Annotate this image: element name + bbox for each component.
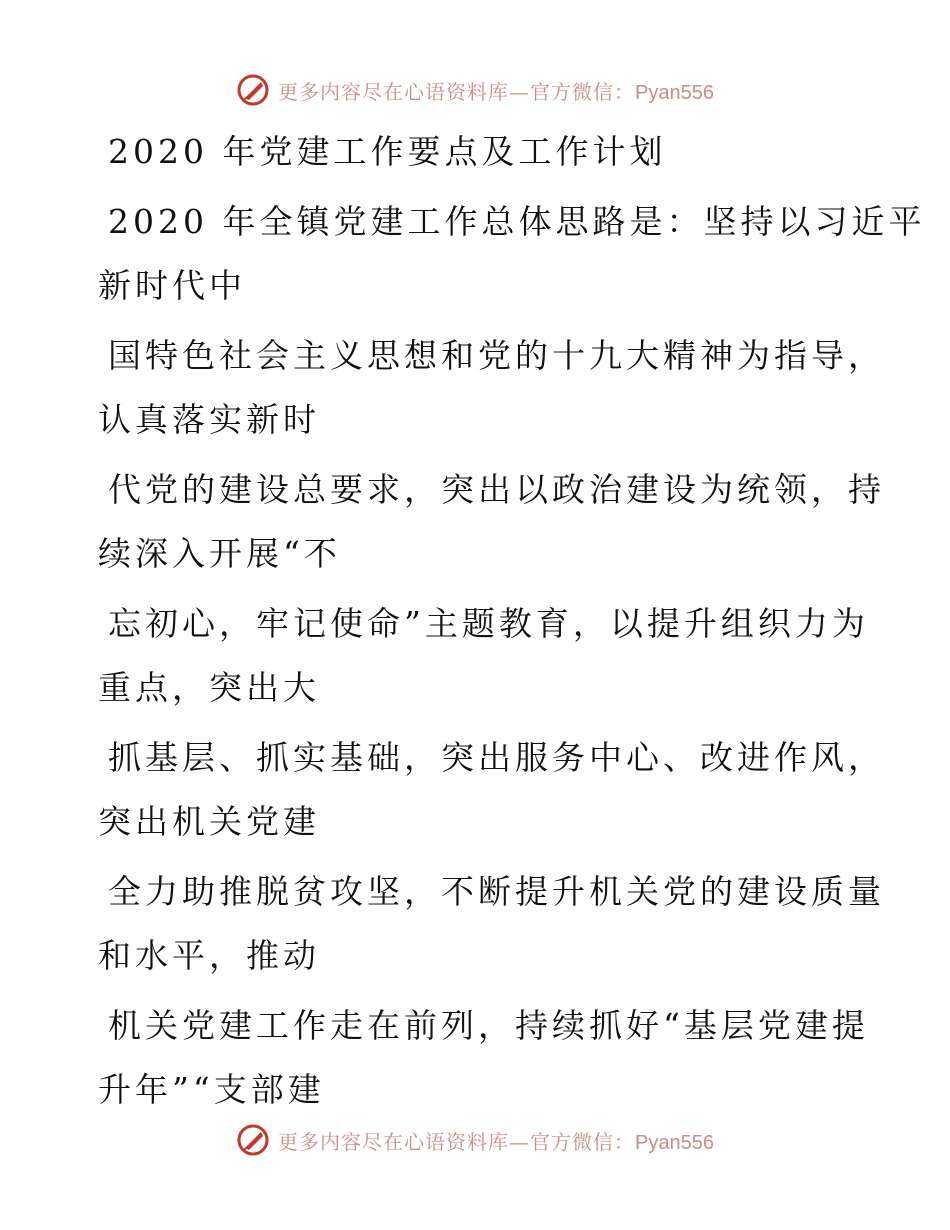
- paragraph: [98, 994, 869, 1122]
- paragraph: [98, 726, 885, 854]
- paragraph-line: 忘初心，牢记使命”主题教育，以提升组织力为: [108, 604, 869, 643]
- header-watermark: [0, 70, 950, 110]
- document-body: [98, 120, 926, 1122]
- paragraph-line: 认真落实新时: [98, 400, 320, 439]
- paragraph-line: 2020 年全镇党建工作总体思路是：坚持以习近平: [108, 202, 926, 241]
- paragraph-line: 重点，突出大: [98, 668, 320, 707]
- quill-logo-icon: [236, 1123, 270, 1157]
- watermark-text: 更多内容尽在心语资料库—官方微信：Pyan556: [278, 79, 714, 104]
- paragraph-line: 续深入开展“不: [98, 534, 341, 573]
- document-title: 2020 年党建工作要点及工作计划: [108, 132, 667, 171]
- paragraph-line: 新时代中: [98, 266, 246, 305]
- watermark-text: 更多内容尽在心语资料库—官方微信：Pyan556: [278, 1129, 714, 1154]
- paragraph-line: 国特色社会主义思想和党的十九大精神为指导，: [108, 336, 885, 375]
- paragraph: [98, 458, 885, 586]
- paragraph-line: 抓基层、抓实基础，突出服务中心、改进作风，: [108, 738, 885, 777]
- footer-watermark: [0, 1120, 950, 1160]
- quill-logo-icon: [236, 73, 270, 107]
- paragraph: [98, 592, 869, 720]
- paragraph: [98, 190, 926, 318]
- paragraph-line: 代党的建设总要求，突出以政治建设为统领，持: [108, 470, 885, 509]
- paragraph-line: 和水平，推动: [98, 936, 320, 975]
- paragraph-line: 升年”“支部建: [98, 1070, 325, 1109]
- paragraph: [98, 860, 885, 988]
- paragraph: [98, 324, 885, 452]
- paragraph-line: 突出机关党建: [98, 802, 320, 841]
- paragraph-line: 全力助推脱贫攻坚，不断提升机关党的建设质量: [108, 872, 885, 911]
- paragraph-line: 机关党建工作走在前列，持续抓好“基层党建提: [108, 1006, 869, 1045]
